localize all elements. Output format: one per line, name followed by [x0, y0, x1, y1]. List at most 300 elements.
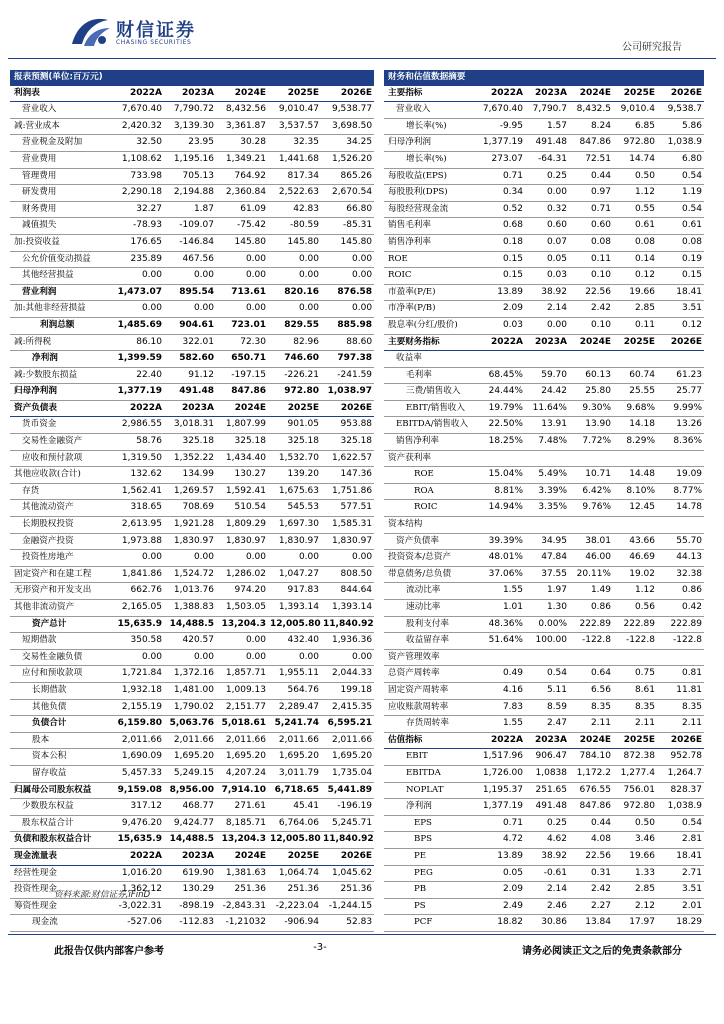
row-label: 交易性金融资产: [10, 434, 112, 451]
row-value: 0.12: [657, 317, 704, 334]
table-row: [384, 799, 704, 816]
row-value: 1,932.18: [112, 682, 164, 699]
row-label: 其他经营损益: [10, 268, 112, 285]
row-label: 短期借款: [10, 633, 112, 650]
row-value: 1.97: [525, 583, 569, 600]
row-value: 756.01: [613, 782, 657, 799]
row-value: 9,538.77: [321, 102, 374, 119]
row-value: 1,830.97: [216, 533, 268, 550]
row-label: 销售毛利率: [384, 218, 480, 235]
row-label: 带息债务/总负债: [384, 566, 480, 583]
row-label: 每股经营现金流: [384, 201, 480, 218]
row-value: 130.29: [164, 882, 216, 899]
row-value: 491.48: [525, 799, 569, 816]
row-value: 10.71: [569, 467, 613, 484]
row-value: 4.72: [480, 832, 525, 849]
row-label: 应收账款周转率: [384, 699, 480, 716]
row-value: 784.10: [569, 749, 613, 766]
row-value: 13.90: [569, 417, 613, 434]
row-value: 0.00: [268, 268, 321, 285]
row-value: 2023A: [525, 732, 569, 749]
table-row: [10, 483, 374, 500]
table-row: [384, 882, 704, 899]
row-value: 42.83: [268, 201, 321, 218]
row-label: 资本公积: [10, 749, 112, 766]
row-value: 44.13: [657, 550, 704, 567]
row-value: -2,223.04: [268, 898, 321, 915]
row-value: 1,172.2: [569, 765, 613, 782]
row-value: 22.50%: [480, 417, 525, 434]
row-value: 0.08: [657, 234, 704, 251]
row-value: 1,352.22: [164, 450, 216, 467]
row-value: 1,562.41: [112, 483, 164, 500]
row-label: PE: [384, 848, 480, 865]
row-value: 619.90: [164, 865, 216, 882]
row-value: 12,005.80: [268, 832, 321, 849]
table-row: [384, 467, 704, 484]
row-value: 2023A: [525, 86, 569, 102]
row-value: [569, 351, 613, 368]
row-value: 91.12: [164, 367, 216, 384]
row-value: 251.65: [525, 782, 569, 799]
table-row: [384, 898, 704, 915]
row-value: 66.80: [321, 201, 374, 218]
row-value: [569, 517, 613, 534]
row-value: 2026E: [657, 334, 704, 351]
row-value: 1,441.68: [268, 151, 321, 168]
row-value: 5,063.76: [164, 716, 216, 733]
row-value: 0.00: [216, 268, 268, 285]
row-value: 1,038.97: [321, 384, 374, 401]
table-row: [10, 765, 374, 782]
row-value: 0.00: [164, 649, 216, 666]
row-value: 130.27: [216, 467, 268, 484]
row-label: 负债和股东权益合计: [10, 832, 112, 849]
row-value: 9.76%: [569, 500, 613, 517]
row-value: 3,011.79: [268, 765, 321, 782]
row-value: 577.51: [321, 500, 374, 517]
row-value: 19.66: [613, 848, 657, 865]
row-value: 0.81: [657, 666, 704, 683]
row-value: [613, 351, 657, 368]
row-value: 8,432.56: [216, 102, 268, 119]
row-value: 6,764.06: [268, 815, 321, 832]
row-value: 2025E: [268, 400, 321, 417]
row-value: 4.62: [525, 832, 569, 849]
row-value: 2024E: [216, 86, 268, 102]
row-value: 1,921.28: [164, 517, 216, 534]
row-value: 1,108.62: [112, 151, 164, 168]
row-label: 营业费用: [10, 151, 112, 168]
table-row: [10, 600, 374, 617]
section-header-row: [10, 400, 374, 417]
row-value: 82.96: [268, 334, 321, 351]
row-value: 325.18: [321, 434, 374, 451]
row-value: 5,441.89: [321, 782, 374, 799]
row-value: 0.71: [569, 201, 613, 218]
row-value: 2.01: [657, 898, 704, 915]
row-value: 0.19: [657, 251, 704, 268]
row-value: 2.14: [525, 882, 569, 899]
row-value: 9,010.4: [613, 102, 657, 119]
row-value: 1,695.20: [321, 749, 374, 766]
row-value: 14,488.5: [164, 616, 216, 633]
row-value: 0.86: [657, 583, 704, 600]
row-value: 2,194.88: [164, 185, 216, 202]
row-label: PEG: [384, 865, 480, 882]
row-value: 3,537.57: [268, 118, 321, 135]
row-value: 14.18: [613, 417, 657, 434]
row-label: ROIC: [384, 500, 480, 517]
row-value: 0.42: [657, 600, 704, 617]
row-value: 6.56: [569, 682, 613, 699]
row-label: 减:少数股东损益: [10, 367, 112, 384]
row-value: 2,011.66: [112, 732, 164, 749]
row-value: 1,286.02: [216, 566, 268, 583]
row-value: 1,735.04: [321, 765, 374, 782]
row-value: 2024E: [216, 400, 268, 417]
row-value: 1,195.16: [164, 151, 216, 168]
row-value: 19.66: [613, 284, 657, 301]
row-value: [613, 649, 657, 666]
table-row: [384, 699, 704, 716]
page-number: -3-: [313, 942, 327, 953]
row-value: 1,399.59: [112, 351, 164, 368]
row-label: 存货: [10, 483, 112, 500]
row-value: 844.64: [321, 583, 374, 600]
row-value: 0.00: [112, 301, 164, 318]
row-value: 235.89: [112, 251, 164, 268]
row-value: 59.70: [525, 367, 569, 384]
row-value: 1,038.9: [657, 135, 704, 152]
row-value: 0.00: [164, 301, 216, 318]
row-value: [480, 517, 525, 534]
row-value: 2.14: [525, 301, 569, 318]
row-label: 流动比率: [384, 583, 480, 600]
table-row: [10, 434, 374, 451]
row-value: 0.00: [321, 550, 374, 567]
row-value: 2.09: [480, 882, 525, 899]
row-value: 0.52: [480, 201, 525, 218]
row-value: 2025E: [268, 848, 321, 865]
row-value: -241.59: [321, 367, 374, 384]
row-label: 现金流量表: [10, 848, 112, 865]
row-value: 1,675.63: [268, 483, 321, 500]
row-value: 14.74: [613, 151, 657, 168]
row-label: 资产负债率: [384, 533, 480, 550]
row-value: 1.12: [613, 185, 657, 202]
row-value: 0.00: [216, 633, 268, 650]
row-value: 322.01: [164, 334, 216, 351]
row-value: 0.07: [525, 234, 569, 251]
row-value: 32.50: [112, 135, 164, 152]
row-value: 0.31: [569, 865, 613, 882]
valuation-summary-panel: [384, 70, 704, 932]
table-row: [384, 268, 704, 285]
row-value: 1.49: [569, 583, 613, 600]
row-value: 491.48: [525, 135, 569, 152]
row-value: 8.35: [613, 699, 657, 716]
row-value: 1,526.20: [321, 151, 374, 168]
table-row: [10, 799, 374, 816]
row-value: 953.88: [321, 417, 374, 434]
row-value: 705.13: [164, 168, 216, 185]
row-value: 18.29: [657, 915, 704, 932]
row-label: 研发费用: [10, 185, 112, 202]
row-value: 325.18: [164, 434, 216, 451]
row-value: -197.15: [216, 367, 268, 384]
row-label: 固定资产周转率: [384, 682, 480, 699]
row-value: 8,432.5: [569, 102, 613, 119]
row-label: 筹资性现金: [10, 898, 112, 915]
row-value: [525, 351, 569, 368]
row-value: 0.03: [525, 268, 569, 285]
row-value: 1,532.70: [268, 450, 321, 467]
row-value: 420.57: [164, 633, 216, 650]
row-value: 271.61: [216, 799, 268, 816]
row-value: 0.00%: [525, 616, 569, 633]
row-value: -85.31: [321, 218, 374, 235]
row-value: 7,670.40: [480, 102, 525, 119]
row-value: 1,695.20: [164, 749, 216, 766]
row-value: 1,277.4: [613, 765, 657, 782]
forecast-table: [10, 70, 374, 932]
row-value: 1,362.12: [112, 882, 164, 899]
row-value: 134.99: [164, 467, 216, 484]
table-row: [384, 600, 704, 617]
forecast-title-bar: [10, 70, 374, 86]
row-value: 0.60: [525, 218, 569, 235]
row-value: 1.55: [480, 583, 525, 600]
row-value: 1,319.50: [112, 450, 164, 467]
row-value: -109.07: [164, 218, 216, 235]
table-row: [10, 500, 374, 517]
row-value: 1,349.21: [216, 151, 268, 168]
row-value: 32.38: [657, 566, 704, 583]
row-value: 2,011.66: [321, 732, 374, 749]
row-value: 2025E: [613, 334, 657, 351]
row-value: 14.48: [613, 467, 657, 484]
row-value: 1,955.11: [268, 666, 321, 683]
row-value: 764.92: [216, 168, 268, 185]
table-row: [384, 450, 704, 467]
logo-chinese-name: 财信证券: [116, 20, 196, 41]
section-header-row: [10, 86, 374, 102]
table-row: [384, 566, 704, 583]
row-value: 25.80: [569, 384, 613, 401]
row-value: 0.15: [480, 268, 525, 285]
table-row: [10, 782, 374, 799]
row-value: 1,503.05: [216, 600, 268, 617]
table-row: [384, 351, 704, 368]
row-label: ROIC: [384, 268, 480, 285]
row-value: 18.41: [657, 284, 704, 301]
row-label: 减:营业成本: [10, 118, 112, 135]
row-value: 3,698.50: [321, 118, 374, 135]
row-value: 1,517.96: [480, 749, 525, 766]
row-value: 2026E: [657, 732, 704, 749]
row-value: 132.62: [112, 467, 164, 484]
row-value: 5.86: [657, 118, 704, 135]
row-label: 其他负债: [10, 699, 112, 716]
row-label: 资产管理效率: [384, 649, 480, 666]
row-value: 1,195.37: [480, 782, 525, 799]
row-value: -78.93: [112, 218, 164, 235]
row-value: [613, 517, 657, 534]
row-label: 货币资金: [10, 417, 112, 434]
row-value: 974.20: [216, 583, 268, 600]
row-label: 应付和预收款项: [10, 666, 112, 683]
table-row: [384, 915, 704, 932]
row-value: 2022A: [112, 848, 164, 865]
row-value: 2.11: [657, 716, 704, 733]
row-value: 2,289.47: [268, 699, 321, 716]
row-value: 1,830.97: [164, 533, 216, 550]
row-value: 2,011.66: [268, 732, 321, 749]
row-value: 318.65: [112, 500, 164, 517]
row-label: 增长率(%): [384, 151, 480, 168]
table-row: [10, 301, 374, 318]
row-label: 长期股权投资: [10, 517, 112, 534]
row-value: 1,695.20: [268, 749, 321, 766]
row-value: 199.18: [321, 682, 374, 699]
row-label: ROE: [384, 251, 480, 268]
row-value: 797.38: [321, 351, 374, 368]
row-value: 2.12: [613, 898, 657, 915]
row-value: 0.15: [480, 251, 525, 268]
row-value: 251.36: [216, 882, 268, 899]
row-value: 952.78: [657, 749, 704, 766]
row-value: 491.48: [164, 384, 216, 401]
row-value: 0.71: [480, 815, 525, 832]
section-header-row: [384, 732, 704, 749]
row-value: [657, 351, 704, 368]
table-row: [384, 434, 704, 451]
table-row: [10, 168, 374, 185]
row-value: 222.89: [657, 616, 704, 633]
row-label: 投资性现金: [10, 882, 112, 899]
table-row: [384, 649, 704, 666]
row-value: [657, 450, 704, 467]
row-value: 2024E: [569, 86, 613, 102]
row-label: 固定资产和在建工程: [10, 566, 112, 583]
row-label: 收益率: [384, 351, 480, 368]
row-value: 2,011.66: [164, 732, 216, 749]
row-value: 713.61: [216, 284, 268, 301]
row-value: 1,473.07: [112, 284, 164, 301]
row-value: 45.41: [268, 799, 321, 816]
row-value: 6.80: [657, 151, 704, 168]
table-row: [384, 284, 704, 301]
row-value: 8,185.71: [216, 815, 268, 832]
row-value: 9,010.47: [268, 102, 321, 119]
row-value: 15,635.9: [112, 832, 164, 849]
row-value: 325.18: [268, 434, 321, 451]
row-value: 2.71: [657, 865, 704, 882]
row-label: 净利润: [10, 351, 112, 368]
row-value: 2024E: [216, 848, 268, 865]
row-value: 5,249.15: [164, 765, 216, 782]
table-row: [10, 517, 374, 534]
valuation-title-bar: [384, 70, 704, 86]
row-label: PS: [384, 898, 480, 915]
table-row: [384, 185, 704, 202]
row-value: -112.83: [164, 915, 216, 932]
row-value: 317.12: [112, 799, 164, 816]
row-value: 0.15: [657, 268, 704, 285]
row-value: 32.27: [112, 201, 164, 218]
row-value: 2,522.63: [268, 185, 321, 202]
row-label: 其他流动资产: [10, 500, 112, 517]
valuation-table: [384, 70, 704, 932]
footer-divider: [8, 934, 716, 935]
row-value: 0.08: [613, 234, 657, 251]
row-value: 1,485.69: [112, 317, 164, 334]
row-value: 865.26: [321, 168, 374, 185]
row-value: 708.69: [164, 500, 216, 517]
row-value: 0.00: [164, 268, 216, 285]
row-value: 0.25: [525, 815, 569, 832]
row-value: 733.98: [112, 168, 164, 185]
row-label: EBIT/销售收入: [384, 400, 480, 417]
table-row: [10, 716, 374, 733]
table-row: [10, 732, 374, 749]
row-value: 2025E: [613, 732, 657, 749]
row-value: 46.69: [613, 550, 657, 567]
row-value: 1.87: [164, 201, 216, 218]
row-value: 2,044.33: [321, 666, 374, 683]
row-value: 1,064.74: [268, 865, 321, 882]
table-row: [384, 749, 704, 766]
table-row: [384, 765, 704, 782]
row-value: 2.11: [569, 716, 613, 733]
table-row: [384, 317, 704, 334]
row-value: -122.8: [613, 633, 657, 650]
row-value: 19.79%: [480, 400, 525, 417]
row-value: 2,986.55: [112, 417, 164, 434]
row-value: 1,751.86: [321, 483, 374, 500]
table-row: [10, 915, 374, 932]
row-value: 0.68: [480, 218, 525, 235]
row-value: 37.55: [525, 566, 569, 583]
row-label: PB: [384, 882, 480, 899]
row-value: 885.98: [321, 317, 374, 334]
row-label: 股东权益合计: [10, 815, 112, 832]
row-value: 1,973.88: [112, 533, 164, 550]
table-row: [384, 102, 704, 119]
row-label: 存货周转率: [384, 716, 480, 733]
table-row: [384, 201, 704, 218]
row-value: 3.39%: [525, 483, 569, 500]
row-value: 139.20: [268, 467, 321, 484]
row-value: 13.89: [480, 848, 525, 865]
row-value: 1,381.63: [216, 865, 268, 882]
row-value: 1,264.7: [657, 765, 704, 782]
row-value: 1,936.36: [321, 633, 374, 650]
row-value: [480, 450, 525, 467]
row-value: 1.19: [657, 185, 704, 202]
row-value: 0.54: [657, 815, 704, 832]
table-row: [10, 118, 374, 135]
row-value: -527.06: [112, 915, 164, 932]
row-value: 13,204.3: [216, 616, 268, 633]
row-value: 3.51: [657, 301, 704, 318]
row-value: 38.92: [525, 848, 569, 865]
row-value: 147.36: [321, 467, 374, 484]
row-value: 8.35: [569, 699, 613, 716]
table-row: [384, 533, 704, 550]
row-label: 估值指标: [384, 732, 480, 749]
